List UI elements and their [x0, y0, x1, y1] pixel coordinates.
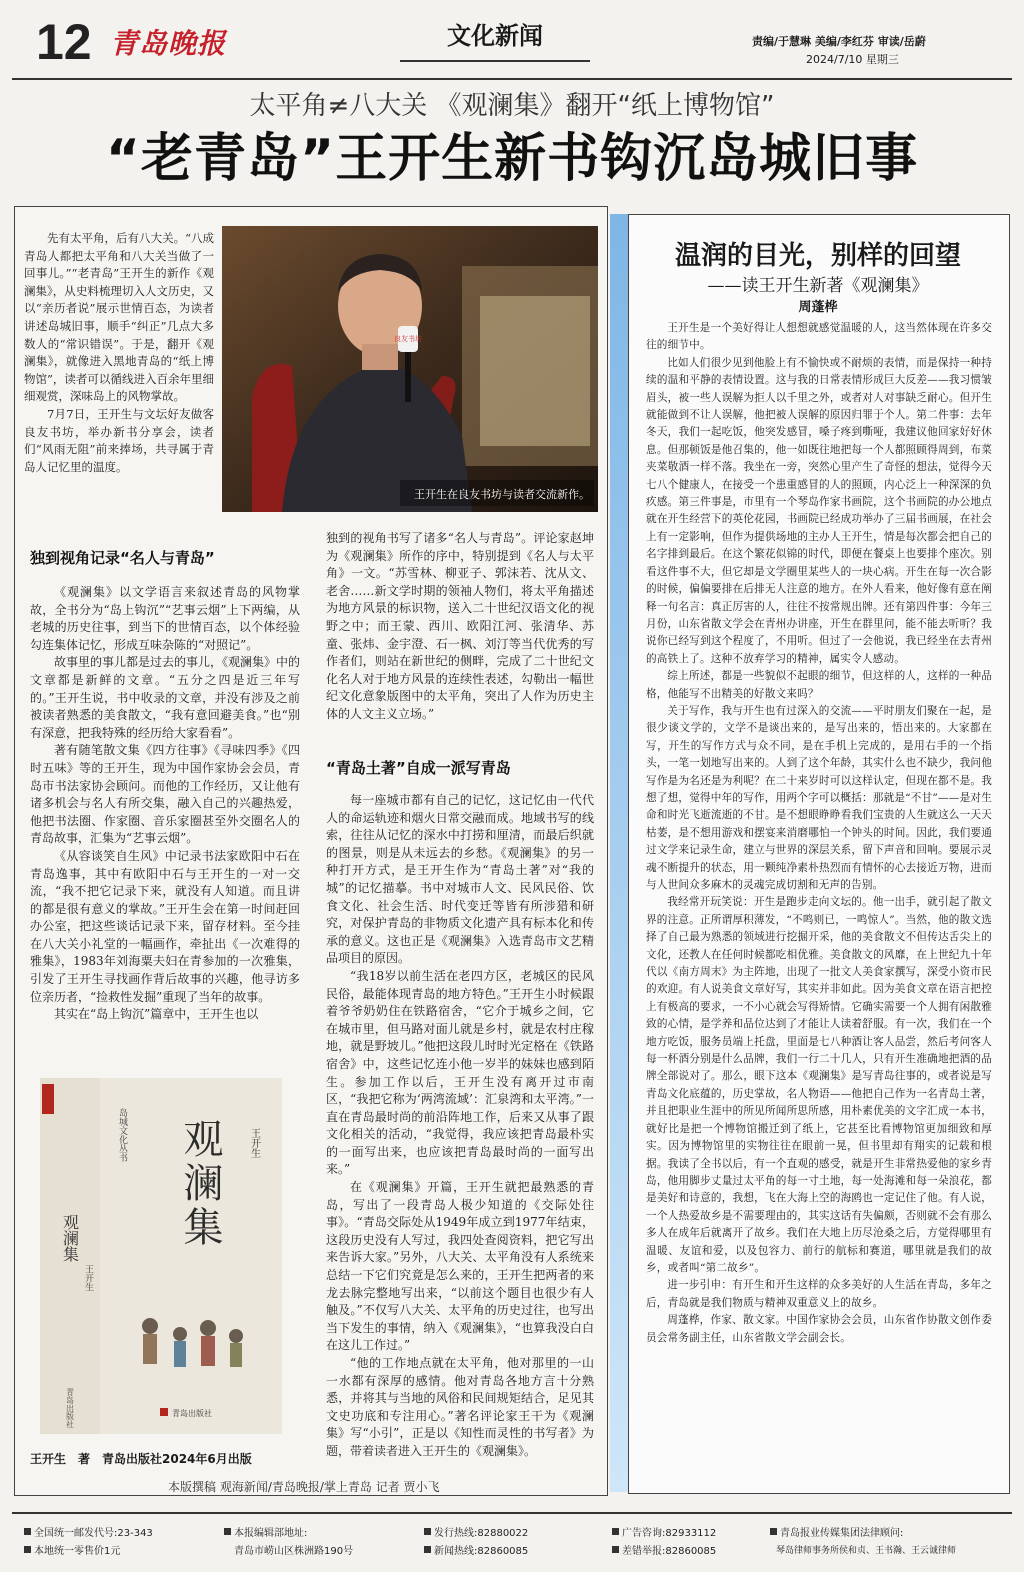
bullet-icon — [770, 1528, 777, 1535]
book-publisher: 青岛出版社 — [172, 1409, 212, 1418]
body-paragraph: “他的工作地点就在太平角，他对那里的一山一水都有深厚的感情。他对青岛各地方言十分熟悉，并将其与当地的风俗和民间规矩结合，足见其文史功底和专注用心。”著名评论家王干为《观澜集》写“小引”，正是以《知性而灵性的书写者》为题，带着读者进入王开生的《观澜集》。 — [326, 1356, 594, 1458]
footer-text: 广告咨询:82933112 — [622, 1528, 717, 1539]
headline-kicker: 太平角≠八大关 《观澜集》翻开“纸上博物馆” — [249, 91, 775, 121]
author-photo — [222, 226, 598, 512]
footer-legal: 琴岛律师事务所侯和贞、王书瀚、王云诚律师 — [776, 1546, 957, 1556]
article-column-2b — [326, 792, 594, 1461]
review-paragraph: 王开生是一个美好得让人想想就感觉温暖的人，这当然体现在许多交往的细节中。 — [646, 322, 992, 352]
footer-text: 青岛报业传媒集团法律顾问: — [780, 1528, 904, 1539]
body-paragraph: 故事里的事儿都是过去的事儿，《观澜集》中的文章都是新鲜的文章。“五分之四是近三年写的。”王开生说，书中收录的文章，并没有涉及之前被读者熟悉的美食散文，“我有意回避美食。”也“别有深意，把我特殊的经历给大家看看”。 — [30, 655, 301, 740]
footer-text: 本地统一零售价1元 — [34, 1546, 121, 1557]
footer-text: 差错举报:82860085 — [622, 1546, 717, 1557]
main-headline: “老青岛”王开生新书钩沉岛城旧事 — [105, 129, 919, 189]
footer-text: 新闻热线:82860085 — [434, 1546, 529, 1557]
book-spine-author: 王开生 — [83, 1264, 93, 1292]
issue-date: 2024/7/10 星期三 — [806, 53, 899, 66]
footer-postal — [24, 1526, 153, 1541]
review-paragraph: 关于写作，我与开生也有过深入的交流——平时朋友们聚在一起，是很少谈文学的，文学不是谈出来的，是写出来的，悟出来的。大家都在写，开生的写作方式与众不同，是在手机上完成的，是用右手的一个指头，一笔一划地写出来的。人到了这个年龄，其实什么也不缺少，我问他写作是为名还是为利呢？在二十来岁时可以这样认定，但现在都不是。我想了想，觉得中年的写作，用两个字可以概括：那就是“不甘”——是对生命和时光飞逝流逝的不甘。是不想眼睁睁看我们宝贵的人生就这么一天天枯萎，是不想用游戏和摆宴来消磨哪怕一个钟头的时间。因此，我们要通过文学来记录生命，建立与世界的深层关系，留下声音和回响。要展示灵魂不断提升的状态，用一颗纯净素朴热烈而有情怀的心去接近万物，进而与人世间众多麻木的灵魂完成切割和无声的告别。 — [646, 704, 992, 891]
review-paragraph: 我经常开玩笑说：开生是跑步走向文坛的。他一出手，就引起了散文界的注意。正所谓厚积薄发，“不鸣则已，一鸣惊人”。当然，他的散文选择了自己最为熟悉的领域进行挖掘开采，他的美食散文不但传达舌尖上的文化，还教人在任何时候都吃相优雅。美食散文的风靡，在上世纪九十年代以《南方周末》为主阵地，出现了一批文人美食家撰写，深受小资市民的欢迎。有人说美食文章好写，其实并非如此。因为美食文章在语言把控上有极高的要求，一不小心就会写得矫情。它确实需要一个人拥有闲散雅致的心情，是学养和品位达到了才能让人读着舒服。有一次，我们在一个地方吃饭，服务员端上托盘，里面是七八种酒让客人品尝，然后考问客人每一杯酒分别是什么品牌，我们一行二十几人，只有开生准确地把酒的品牌全部说对了。那么，眼下这本《观澜集》是写青岛往事的，或者说是写青岛文化底蕴的，历史掌故，名人物语——他把自己作为一名青岛土著，并且把职业生涯中的所见所闻所思所感，用朴素优美的文字汇成一本书，就好比是把一个博物馆搬迁到了纸上，它甚至比看博物馆更加细致和厚实。因为博物馆里的实物往往在眼前一晃，但书里却有翔实的记载和根据。我读了全书以后，有一个直观的感受，就是开生非常热爱他的家乡青岛，他用脚步丈量过太平角的每一寸土地，每一处海滩和每一朵浪花，都是美好和诗意的，我想，飞在大海上空的海鸥也一定记住了他。有人说，一个人热爱故乡是不需要理由的，其实这话有失偏颇，否则就不会有那么多人在成年后就离开了故乡。我们在大地上历尽沧桑之后，方觉得哪里有温暖、友谊和爱，以及包容力、前行的航标和赛道，哪里就是我们的故乡，或者叫“第二故乡”。 — [646, 896, 992, 1274]
body-paragraph: 著有随笔散文集《四方往事》《寻味四季》《四时五味》等的王开生，现为中国作家协会会员，青岛市书法家协会顾问。而他的工作经历，又让他有诸多机会与名人有所交集，融入自己的兴趣热爱，他把书法圈、作家圈、音乐家圈甚至外交圈名人的青岛故事，汇集为“艺事云烟”。 — [30, 743, 300, 846]
book-cover — [40, 1078, 282, 1434]
body-paragraph: 独到的视角书写了诸多“名人与青岛”。评论家赵坤为《观澜集》所作的序中，特别提到《名人与太平角》一文。“苏雪林、柳亚子、郭沫若、沈从文、老舍……新文学时期的领袖人物们，将太平角描述为地方风景的标识物，送入二十世纪汉语文化的视野之中；而王蒙、西川、欧阳江河、张清华、苏童、张炜、金宇澄、石一枫、刘汀等当代优秀的写作者们，则站在新世纪的侧畔，完成了二十世纪文化名人对于地方风景的连续性表述，勾勒出一幅世纪文化意象版图中的太平角，突出了人作为历史主体的人文主义立场。” — [326, 531, 594, 721]
header-rule — [12, 78, 1012, 80]
lead-paragraph: 先有太平角，后有八大关。“八成青岛人都把太平角和八大关当做了一回事儿。”“老青岛”王开生的新作《观澜集》，从史料梳理切入人文历史，又以“亲历者说”展示世情百态，为读者讲述岛城旧事，顺手“纠正”几点大多数人的“常识错误”。于是，翻开《观澜集》，就像进入黑地青岛的“纸上博物馆”，读者可以循线进入百余年里细细观赏，深味岛上的风物掌故。 — [24, 231, 214, 404]
body-paragraph: 其实在“岛上钩沉”篇章中，王开生也以 — [54, 1007, 259, 1022]
footer-text: 发行热线:82880022 — [434, 1528, 529, 1539]
editor-credits: 责编/于慧琳 美编/李红芬 审读/岳蔚 — [752, 35, 926, 48]
footer-text: 全国统一邮发代号:23-343 — [34, 1528, 153, 1539]
bullet-icon — [24, 1528, 31, 1535]
section-title: 文化新闻 — [447, 22, 543, 50]
body-paragraph: 在《观澜集》开篇，王开生就把最熟悉的青岛，写出了一段青岛人极少知道的《交际处往事》。“青岛交际处从1949年成立到1977年结束，这段历史没有人写过，我四处查阅资料，把它写出来告诉大家。”另外，八大关、太平角没有人系统来总结一下它们究竟是怎么来的，王开生把两者的来龙去脉完整地写出来，“以前这个题目也很少有人触及。”不仅写八大关、太平角的历史过往，也写出当下发生的事情，纳入《观澜集》，“也算我没白白在这儿工作过。” — [326, 1180, 594, 1353]
review-bio: 周蓬桦，作家、散文家。中国作家协会会员，山东省作协散文创作委员会常务副主任，山东省散文学会副会长。 — [646, 1314, 992, 1344]
book-spine-publisher: 青岛出版社 — [65, 1388, 75, 1428]
article-column-1 — [30, 584, 300, 1024]
book-title: 观澜集 — [177, 1118, 223, 1250]
review-body — [646, 320, 992, 1347]
bullet-icon — [224, 1528, 231, 1535]
bullet-icon — [612, 1546, 619, 1553]
book-spine-title: 观澜集 — [60, 1214, 80, 1262]
page-number: 12 — [36, 14, 92, 70]
book-cover-image — [40, 1078, 282, 1434]
photo-caption: 王开生在良友书坊与读者交流新作。 — [414, 488, 590, 501]
footer-ads — [612, 1526, 716, 1541]
book-caption: 王开生 著 青岛出版社2024年6月出版 — [30, 1452, 252, 1466]
bullet-icon — [424, 1546, 431, 1553]
footer-legal-label — [770, 1526, 903, 1541]
review-paragraph: 综上所述，都是一些貌似不起眼的细节，但这样的人，这样的一种品格，他能写不出精美的好散文来吗？ — [646, 670, 992, 700]
footer-errors — [612, 1544, 716, 1559]
footer-text: 本报编辑部地址: — [234, 1528, 308, 1539]
bullet-icon — [612, 1528, 619, 1535]
body-paragraph: “我18岁以前生活在老四方区，老城区的民风民俗，最能体现青岛的地方特色。”王开生小时候跟着爷爷奶奶住在铁路宿舍，“它介于城乡之间，它在城市里，但马路对面儿就是乡村，就是农村庄稼地，就是野坡儿。”他把这段儿时时光定格在《铁路宿舍》中，这些记忆连小他一岁半的妹妹也感到陌生。参加工作以后，王开生没有离开过市南区，“我把它称为‘两湾流域’：汇泉湾和太平湾。”一直在青岛最时尚的前沿阵地工作，后来又从事了跟文化相关的活动，“我觉得，我应该把青岛最朴实的一面写出来，也应该把青岛最时尚的一面写出来。” — [326, 968, 594, 1177]
footer-distribution — [424, 1526, 528, 1541]
footer-address: 青岛市崂山区株洲路190号 — [234, 1546, 354, 1557]
bullet-icon — [424, 1528, 431, 1535]
article-credit: 本版撰稿 观海新闻/青岛晚报/掌上青岛 记者 贾小飞 — [168, 1480, 440, 1494]
footer-news-hotline — [424, 1544, 528, 1559]
review-author: 周蓬桦 — [798, 300, 838, 315]
article-lead — [24, 230, 214, 476]
review-accent-bar — [610, 214, 628, 1492]
lead-paragraph: 7月7日，王开生与文坛好友做客良友书坊，举办新书分享会，读者们“风雨无阻”前来捧场，共寻属于青岛人记忆里的温度。 — [24, 406, 214, 474]
subhead-celebrities: 独到视角记录“名人与青岛” — [30, 549, 215, 567]
footer-rule — [12, 1512, 1012, 1514]
review-subtitle: ——读王开生新著《观澜集》 — [707, 276, 929, 296]
paper-logo: 青岛晚报 — [110, 27, 227, 60]
author-photo-image — [222, 226, 598, 512]
review-title: 温润的目光，别样的回望 — [674, 241, 961, 271]
mic-sign: 良友书坊 — [394, 335, 422, 343]
book-author: 王开生 — [248, 1128, 260, 1158]
review-paragraph: 比如人们很少见到他脸上有不愉快或不耐烦的表情，而是保持一种持续的温和平静的表情设置。这与我的日常表情形成巨大反差——我习惯皱眉头，被一些人误解为拒人以千里之外，或者对人对事缺乏耐心。但开生就能做到不让人误解，他把被人误解的原因归罪于个人。第二件事：去年冬天，我们一起吃饭，他突发感冒，嗓子疼到嘶哑，我建议他回家好好休息。但那顿饭是他召集的，他一如既往地把每一个人都照顾得周到，布菜夹菜敬酒一样不落。我坐在一旁，突然心里产生了奇怪的想法，觉得今天七八个健康人，在接受一个患重感冒的人的照顾，内心泛上一种深深的负疚感。第三件事是，市里有一个琴岛作家书画院，这个书画院的办公地点就在开生经营下的英伦花园，书画院已经成功举办了三届书画展，在社会上有一定影响，但作为提供场地的主办人王开生，情是每次都会把自己的名字排到最后。在这个繁花似锦的时代，即便在餐桌上也要排个座次。别看这件事不大，但它却是文学圈里某些人的一块心病。开生在每一次合影的时候，偏偏要排在后排无人注意的地方。在外人看来，他好像有意在阐释一句名言：真正厉害的人，往往不按常规出牌。还有第四件事：今年三月份，山东省散文学会在青州办讲座，开生在群里问，能不能去听听？我说你已经写到这个程度了，不用听。但过了一会他说，我已经坐在去青州的高铁上了。这种不放弃学习的精神，属实令人感动。 — [646, 356, 992, 665]
body-paragraph: 《观澜集》以文学语言来叙述青岛的风物掌故，全书分为“岛上钩沉”“艺事云烟”上下两编，从老城的历史往事，到当下的世情百态，以个体经验勾连集体记忆，形成互味杂陈的“对照记”。 — [30, 585, 300, 652]
body-paragraph: 每一座城市都有自己的记忆，这记忆由一代代人的命运轨迹和烟火日常交融而成。地域书写的线索，往往从记忆的深水中打捞和厘清，而最后织就的图景，则是从未远去的乡愁。《观澜集》的另一种打开方式，是王开生作为“青岛土著”对“我的城”的记忆描摹。书中对城市人文、民风民俗、饮食文化、社会生活、时代变迁等皆有所涉猎和研究，对保护青岛的非物质文化遗产具有标本化和传承的意义。这也正是《观澜集》入选青岛市文艺精品项目的原因。 — [326, 793, 594, 966]
footer-address-label — [224, 1526, 307, 1541]
review-paragraph: 进一步引申：有开生和开生这样的众多美好的人生活在青岛，多年之后，青岛就是我们物质与精神双重意义上的故乡。 — [646, 1279, 992, 1309]
subhead-local: “青岛土著”自成一派写青岛 — [326, 759, 511, 777]
footer-price — [24, 1544, 120, 1559]
book-series: 岛城文化丛书 — [117, 1108, 127, 1162]
article-column-2a — [326, 530, 594, 724]
bullet-icon — [24, 1546, 31, 1553]
body-paragraph: 《从容谈笑自生风》中记录书法家欧阳中石在青岛逸事，其中有欧阳中石与王开生的一对一交流，“我不把它记录下来，就没有人知道。而且讲的都是很有意义的掌故。”王开生会在第一时间赶回办公室，把这些谈话记录下来，留存材料。至今挂在八大关小礼堂的一幅画作，牵扯出《一次难得的雅集》，1983年刘海粟夫妇在青参加的一次雅集，引发了王开生寻找画作背后故事的兴趣，他寻访多位亲历者，“捡救性发掘”重现了当年的故事。 — [30, 848, 300, 1004]
